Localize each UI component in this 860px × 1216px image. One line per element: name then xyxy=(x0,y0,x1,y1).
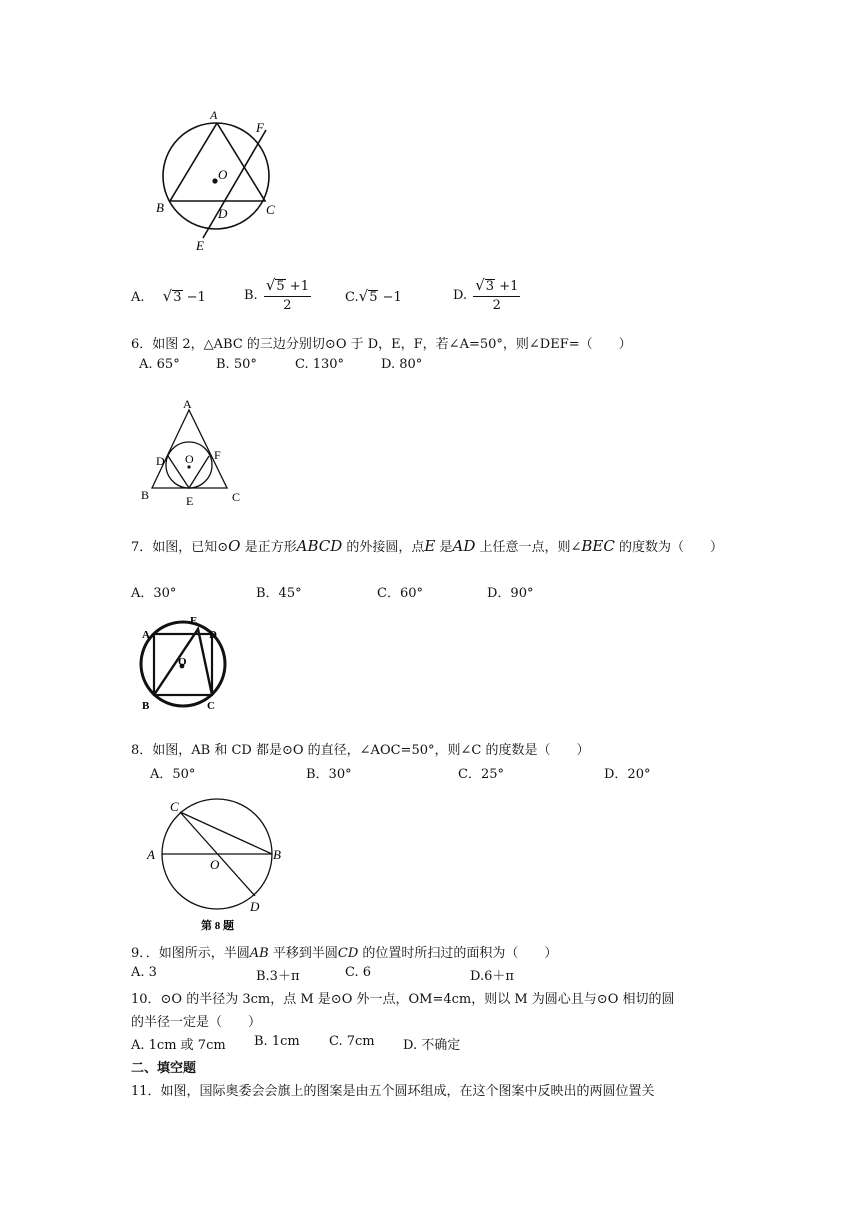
q8-option-d: D．20° xyxy=(604,767,651,782)
q7-stem-2: 是正方形 xyxy=(240,540,297,555)
q7-stem-1: 7．如图，已知⊙ xyxy=(131,540,229,555)
q7-figure xyxy=(135,612,230,712)
q8-label-d: D xyxy=(250,899,260,914)
q5-option-c-label: C. xyxy=(345,290,359,305)
q9-option-c: C. 6 xyxy=(345,965,372,980)
q5-option-c: C.√5 −1 xyxy=(345,287,402,305)
q7-label-d: D xyxy=(209,629,217,641)
q6-stem: 6．如图 2，△ABC 的三边分别切⊙O 于 D，E，F，若∠A=50°，则∠DEF=（ ） xyxy=(131,337,632,352)
q8-option-a: A．50° xyxy=(150,767,196,782)
q9-stem-1: 9．．如图所示，半圆 xyxy=(131,946,250,961)
q6-label-f: F xyxy=(214,448,221,462)
q8-label-a: A xyxy=(147,847,155,862)
q9-option-a: A. 3 xyxy=(131,965,157,980)
q5-option-d: D. $\frac{√3 +1}{2}$ xyxy=(453,276,519,313)
q6-option-d: D. 80° xyxy=(381,357,423,372)
q6-option-b: B. 50° xyxy=(216,357,257,372)
q7-stem-3: 的外接圆，点 xyxy=(342,540,425,555)
q5-option-c-radicand: 5 xyxy=(369,290,378,305)
q7-stem-6: 的度数为（ ） xyxy=(614,540,723,555)
q6-figure xyxy=(138,395,248,510)
q5-label-o: O xyxy=(218,167,228,182)
q7-label-c: C xyxy=(207,700,215,712)
q11-stem: 11．如图，国际奥委会会旗上的图案是由五个圆环组成，在这个图案中反映出的两圆位置关 xyxy=(131,1084,655,1099)
q8-option-c: C．25° xyxy=(458,767,504,782)
q8-label-b: B xyxy=(273,847,281,862)
q5-label-a: A xyxy=(210,108,218,122)
q10-line-1: 10．⊙O 的半径为 3cm，点 M 是⊙O 外一点，OM=4cm，则以 M 为圆心且与⊙O 相切的圆 xyxy=(131,992,675,1007)
q8-label-c: C xyxy=(170,799,179,814)
q6-label-b: B xyxy=(141,488,150,502)
q7-label-e: E xyxy=(190,615,198,627)
q7-label-b: B xyxy=(142,700,150,712)
q10-option-b: B. 1cm xyxy=(254,1034,300,1049)
q6-option-c: C. 130° xyxy=(295,357,345,372)
q5-option-d-label: D. xyxy=(453,288,468,303)
q9-stem-cd: CD xyxy=(337,946,359,961)
q7-option-b: B．45° xyxy=(256,586,302,601)
q9-stem-3: 的位置时所扫过的面积为（ ） xyxy=(358,946,558,961)
q5-label-d: D xyxy=(218,206,228,221)
q5-option-b-radicand: 5 xyxy=(276,279,285,294)
q7-option-c: C．60° xyxy=(377,586,423,601)
q5-option-b-rest: +1 xyxy=(285,279,309,294)
q7-label-o: O xyxy=(178,656,187,668)
q7-label-a: A xyxy=(142,629,150,641)
q5-label-e: E xyxy=(196,238,204,253)
q5-option-a-label: A. xyxy=(131,290,145,305)
q7-stem-4: 是 xyxy=(435,540,453,555)
q6-label-a: A xyxy=(183,397,192,411)
q5-label-c: C xyxy=(266,202,275,217)
q8-option-b: B．30° xyxy=(306,767,352,782)
q9-stem xyxy=(131,942,557,961)
q5-option-a: A. √3 −1 xyxy=(131,287,206,305)
q7-stem-bec: BEC xyxy=(581,537,615,555)
q7-option-a: A．30° xyxy=(131,586,177,601)
q5-option-c-rest: −1 xyxy=(378,290,402,305)
section-heading-fill-in: 二、填空题 xyxy=(131,1061,197,1076)
q5-option-b-label: B. xyxy=(244,288,258,303)
q9-stem-ab: AB xyxy=(249,946,269,961)
q10-option-c: C. 7cm xyxy=(329,1034,375,1049)
q7-stem-o: O xyxy=(228,537,241,555)
q9-option-d: D.6＋π xyxy=(470,969,514,984)
q7-stem-ad: AD xyxy=(452,537,476,555)
q7-stem-e: E xyxy=(424,537,436,555)
q6-label-o: O xyxy=(185,452,194,466)
q8-caption: 第 8 题 xyxy=(201,920,234,932)
q5-option-a-rest: −1 xyxy=(182,290,206,305)
q5-option-d-den: 2 xyxy=(492,298,501,313)
q7-stem-abcd: ABCD xyxy=(296,537,343,555)
q6-label-d: D xyxy=(156,454,165,468)
q5-option-d-rest: +1 xyxy=(495,279,519,294)
q10-option-a: A. 1cm 或 7cm xyxy=(131,1038,226,1053)
q10-option-d: D. 不确定 xyxy=(403,1038,461,1053)
q7-stem-5: 上任意一点，则∠ xyxy=(475,540,582,555)
q5-label-f: F xyxy=(256,120,264,135)
q5-option-a-radicand: 3 xyxy=(173,290,182,305)
q5-option-d-radicand: 3 xyxy=(485,279,495,294)
q6-label-e: E xyxy=(186,494,194,508)
q8-figure xyxy=(143,796,293,936)
q5-figure xyxy=(148,108,288,256)
q7-option-d: D．90° xyxy=(487,586,534,601)
q8-stem: 8．如图，AB 和 CD 都是⊙O 的直径，∠AOC=50°，则∠C 的度数是（ ） xyxy=(131,743,590,758)
q6-option-a: A. 65° xyxy=(139,357,180,372)
q5-option-b-den: 2 xyxy=(283,298,292,313)
q5-label-b: B xyxy=(156,200,164,215)
q10-line-2: 的半径一定是（ ） xyxy=(131,1015,262,1030)
q7-stem xyxy=(131,536,723,555)
q6-label-c: C xyxy=(232,490,241,504)
q5-option-b: B. $\frac{√5 +1}{2}$ xyxy=(244,276,309,313)
q9-stem-2: 平移到半圆 xyxy=(268,946,338,961)
q9-option-b: B.3＋π xyxy=(256,969,300,984)
q8-label-o: O xyxy=(210,857,220,872)
